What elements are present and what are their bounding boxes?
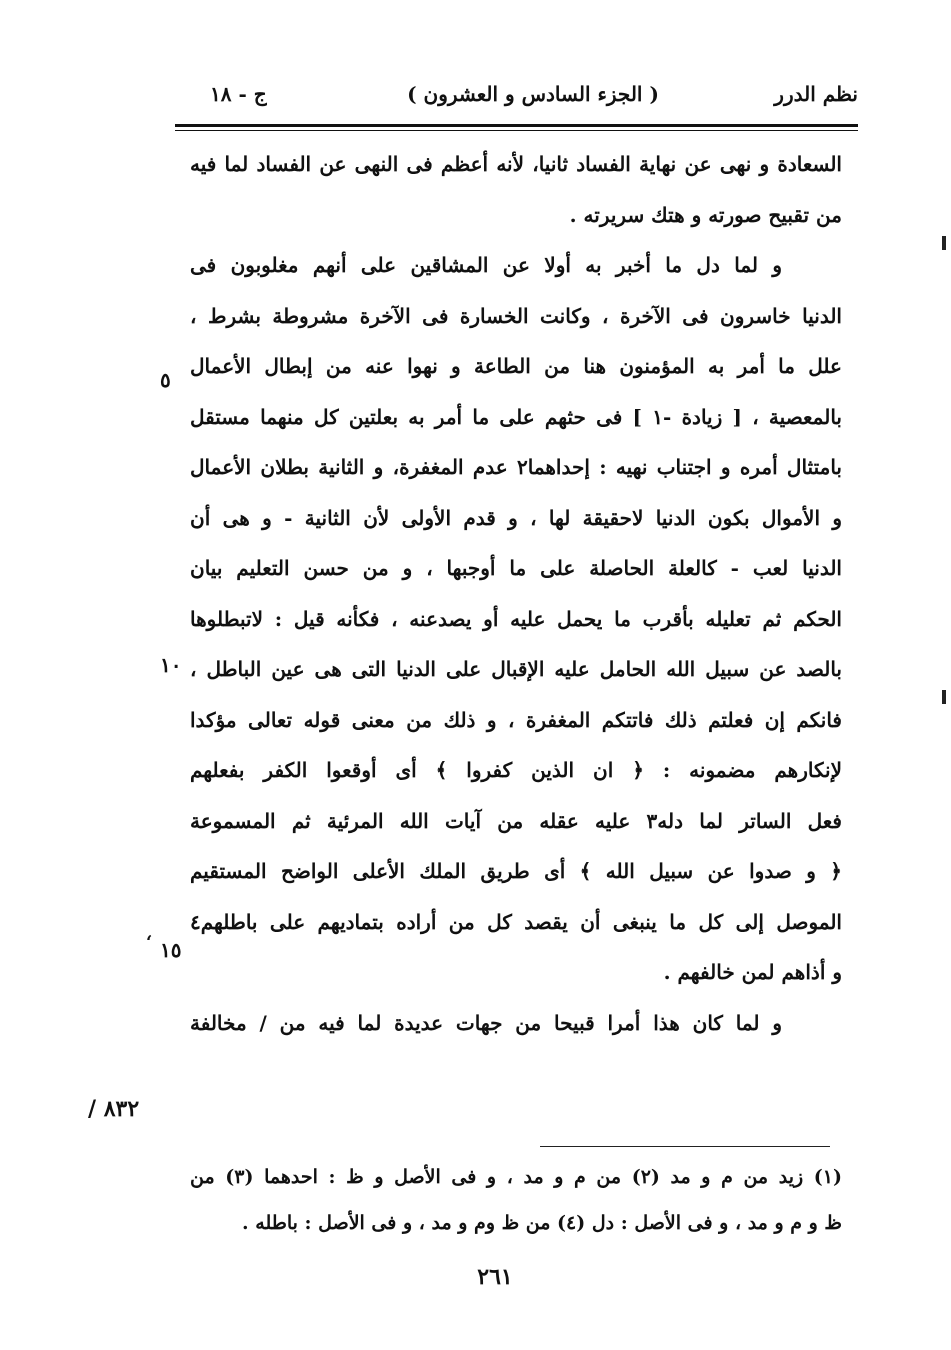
main-text [190,148,842,1057]
edge-mark [942,236,946,250]
header-rule-thin [175,130,858,131]
section-title: ( الجزء السادس و العشرون ) [407,82,659,106]
text-line: السعادة و نهى عن نهاية الفساد ثانيا، لأنه أعظم فى النهى عن الفساد لما فيه [190,152,842,176]
line-number-15: ١٥ [160,938,182,962]
text-line: علل ما أمر به المؤمنون هنا من الطاعة و نهوا عنه من إبطال الأعمال [190,354,842,378]
manuscript-folio-reference: ٨٣٢ / [88,1096,140,1122]
text-line: بالمعصية ، [ زيادة -١ ] فى حثهم على ما أمر به بعلتين كل منهما مستقل [190,404,842,429]
text-line: و لما كان هذا أمرا قبيحا من جهات عديدة لما فيه من / مخالفة [190,1010,782,1035]
footnote-separator [540,1146,830,1147]
header-rule-thick [175,124,858,127]
text-line: و أذاهم لمن خالفهم . [663,960,842,984]
text-line: فعل الساتر لما دله٣ عليه عقله من آيات الله المرئية ثم المسموعة [190,808,842,833]
volume-reference: ج - ١٨ [210,82,267,106]
margin-mark: ‘ [146,932,153,953]
footnotes [190,1160,842,1252]
text-line: بامتثال أمره و اجتناب نهيه : إحداهما٢ عدم المغفرة، و الثانية بطلان الأعمال [190,455,842,479]
text-line: و الأموال بكون الدنيا لاحقيقة لها ، و قدم الأولى لأن الثانية - و هى أن [190,505,842,530]
line-number-5: ٥ [160,368,171,392]
book-title: نظم الدرر [774,82,858,106]
text-line: الموصل إلى كل ما ينبغى أن يقصد كل من أراده بتماديهم على باطلهم٤ [190,909,842,934]
footnote-line: ظ و م و مد ، و فى الأصل : دل (٤) من ظ وم و مد ، و فى الأصل : باطله . [242,1212,842,1234]
text-line: الحكم ثم تعليله بأقرب ما يحمل عليه أو يصدعنه ، فكأنه قيل : لاتبطلوها [190,606,842,631]
edge-mark [942,690,946,704]
text-line: و لما دل ما أخبر به أولا عن المشاقين على أنهم مغلوبون فى [190,253,782,277]
text-line: من تقبيح صورته و هتك سريرته . [569,202,842,227]
running-header [178,78,858,118]
text-line: لإنكارهم مضمونه : ﴿ ان الذين كفروا ﴾ أى أوقعوا الكفر بفعلهم [190,758,842,782]
text-line: بالصد عن سبيل الله الحامل عليه الإقبال على الدنيا التى هى عين الباطل ، [190,657,842,681]
text-line: ﴿ و صدوا عن سبيل الله ﴾ أى طريق الملك الأعلى الواضح المستقيم [190,859,842,883]
footnote-line: (١) زيد من م و مد (٢) من م و مد ، و فى الأصل و ظ : احدهما (٣) من [190,1166,842,1188]
text-line: فانكم إن فعلتم ذلك فاتتكم المغفرة ، و ذلك من معنى قوله تعالى مؤكدا [190,707,842,732]
line-number-10: ١٠ [160,653,182,677]
text-line: الدنيا لعب - كالعلة الحاصلة على ما أوجبها ، و من حسن التعليم بيان [190,556,842,580]
page-number: ٢٦١ [477,1264,513,1290]
text-line: الدنيا خاسرون فى الآخرة ، وكانت الخسارة فى الآخرة مشروطة بشرط ، [190,303,842,328]
